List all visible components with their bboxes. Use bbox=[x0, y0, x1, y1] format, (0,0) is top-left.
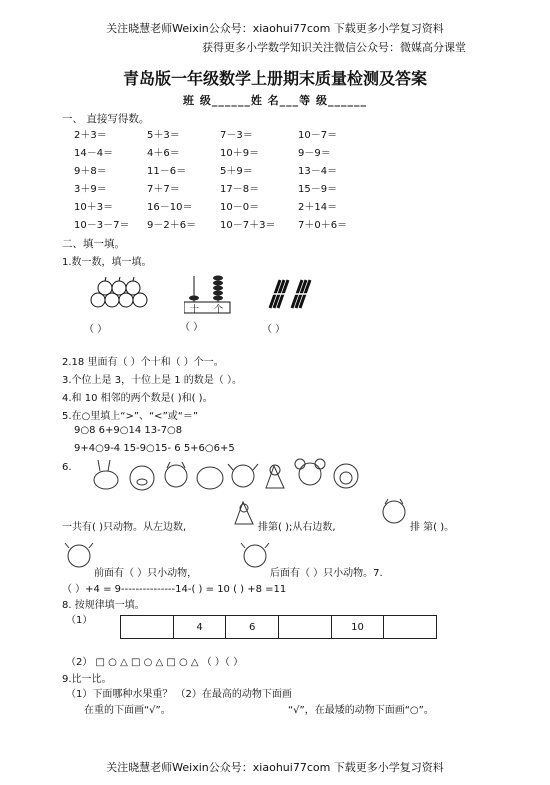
student-info-line: 班 级______姓 名___等 级______ bbox=[183, 94, 367, 107]
question-8-part-1: （1） bbox=[66, 615, 93, 626]
sequence-cell[interactable] bbox=[121, 616, 174, 638]
question-6-line-1c: 排 第( )。 bbox=[410, 522, 455, 533]
arithmetic-row bbox=[74, 162, 474, 180]
question-6-line-2a: 前面有（ ）只小动物， bbox=[94, 568, 198, 579]
section-2-heading: 二、填一填。 bbox=[62, 238, 125, 250]
sequence-cell: 10 bbox=[332, 616, 385, 638]
problem: 2＋14＝ bbox=[298, 202, 338, 213]
arithmetic-row bbox=[74, 216, 474, 234]
page-title: 青岛版一年级数学上册期末质量检测及答案 bbox=[122, 69, 427, 88]
section-1-heading: 一、 直接写得数。 bbox=[62, 113, 150, 125]
question-7: （ ）+4 = 9---------------14-( ) = 10 ( ) +8 =11 bbox=[62, 584, 287, 595]
number-sequence-table bbox=[120, 615, 437, 639]
header-line-2: 获得更多小学数学知识关注微信公众号：微媒高分课堂 bbox=[202, 41, 466, 54]
question-9: 9.比一比。 bbox=[62, 674, 112, 685]
question-9-line-2a: 在重的下面画“√”。 bbox=[84, 705, 171, 716]
question-6-line-1b: 排第( );从右边数, bbox=[258, 522, 336, 533]
answer-paren-apples: （ ） bbox=[84, 324, 108, 335]
problem: 15－9＝ bbox=[298, 184, 338, 195]
problem: 10＋3＝ bbox=[74, 202, 114, 213]
problem: 16－10＝ bbox=[147, 202, 193, 213]
question-8: 8. 按规律填一填。 bbox=[62, 600, 145, 611]
question-1: 1.数一数，填一填。 bbox=[62, 257, 152, 268]
question-8-part-2: （2） □ ○ △ □ ○ △ □ ○ △ （ ）（ ） bbox=[66, 657, 244, 668]
apples-image bbox=[86, 276, 148, 310]
question-2: 2.18 里面有（ ）个十和（ ）个一。 bbox=[62, 357, 224, 368]
question-6-line-2b: 后面有（ ）只小动物。7. bbox=[270, 568, 383, 579]
abacus-tens-label: 十 bbox=[190, 305, 200, 315]
problem: 10＋9＝ bbox=[220, 148, 260, 159]
answer-paren-abacus: （ ） bbox=[180, 322, 204, 333]
problem: 11－6＝ bbox=[147, 166, 187, 177]
question-5-line-2: 9+4○9-4 15-9○15- 6 5+6○6+5 bbox=[74, 443, 235, 454]
problem: 9－2＋6＝ bbox=[147, 220, 197, 231]
problem: 9＋8＝ bbox=[74, 166, 107, 177]
sequence-cell[interactable] bbox=[384, 616, 436, 638]
problem: 13－4＝ bbox=[298, 166, 338, 177]
problem: 7＋0＋6＝ bbox=[298, 220, 348, 231]
cow-icon bbox=[240, 540, 270, 572]
question-6-line-1a: 一共有( )只动物。从左边数, bbox=[62, 522, 187, 533]
problem: 9－9＝ bbox=[298, 148, 331, 159]
problem: 2＋3＝ bbox=[74, 130, 107, 141]
problem: 10－7＋3＝ bbox=[220, 220, 276, 231]
animals-row-image bbox=[88, 458, 368, 494]
question-6: 6. bbox=[62, 462, 72, 473]
chick-icon bbox=[232, 500, 256, 526]
arithmetic-row bbox=[74, 180, 474, 198]
problem: 7－3＝ bbox=[220, 130, 253, 141]
arithmetic-row bbox=[74, 198, 474, 216]
question-5: 5.在○里填上“>”、“<”或“＝” bbox=[62, 411, 199, 422]
arithmetic-row bbox=[74, 126, 474, 144]
sequence-cell[interactable] bbox=[279, 616, 332, 638]
problem: 5＋3＝ bbox=[147, 130, 180, 141]
abacus-ones-label: 个 bbox=[214, 305, 224, 315]
cow-icon bbox=[64, 540, 94, 572]
sequence-cell: 4 bbox=[174, 616, 227, 638]
problem: 14－4＝ bbox=[74, 148, 114, 159]
problem: 7＋7＝ bbox=[147, 184, 180, 195]
question-9-line-2b: “√”，在最矮的动物下面画“○”。 bbox=[288, 705, 434, 716]
problem: 10－0＝ bbox=[220, 202, 260, 213]
question-3: 3.个位上是 3，十位上是 1 的数是（ ）。 bbox=[62, 375, 242, 386]
question-4: 4.和 10 相邻的两个数是( )和( )。 bbox=[62, 393, 213, 404]
sticks-bundle-image bbox=[266, 278, 316, 310]
sequence-cell: 6 bbox=[226, 616, 279, 638]
arithmetic-row bbox=[74, 144, 474, 162]
question-5-line-1: 9○8 6+9○14 13-7○8 bbox=[74, 425, 183, 436]
answer-paren-sticks: （ ） bbox=[262, 324, 286, 335]
problem: 17－8＝ bbox=[220, 184, 260, 195]
problem: 3＋9＝ bbox=[74, 184, 107, 195]
header-line-1: 关注晓慧老师Weixin公众号：xiaohui77com 下载更多小学复习资料 bbox=[106, 22, 444, 35]
problem: 4＋6＝ bbox=[147, 148, 180, 159]
footer: 关注晓慧老师Weixin公众号：xiaohui77com 下载更多小学复习资料 bbox=[106, 761, 444, 774]
tiger-icon bbox=[380, 498, 408, 526]
problem: 5＋9＝ bbox=[220, 166, 253, 177]
question-9-line-1: （1）下面哪种水果重？ （2）在最高的动物下面画 bbox=[66, 689, 292, 700]
problem: 10－3－7＝ bbox=[74, 220, 130, 231]
problem: 10－7＝ bbox=[298, 130, 338, 141]
